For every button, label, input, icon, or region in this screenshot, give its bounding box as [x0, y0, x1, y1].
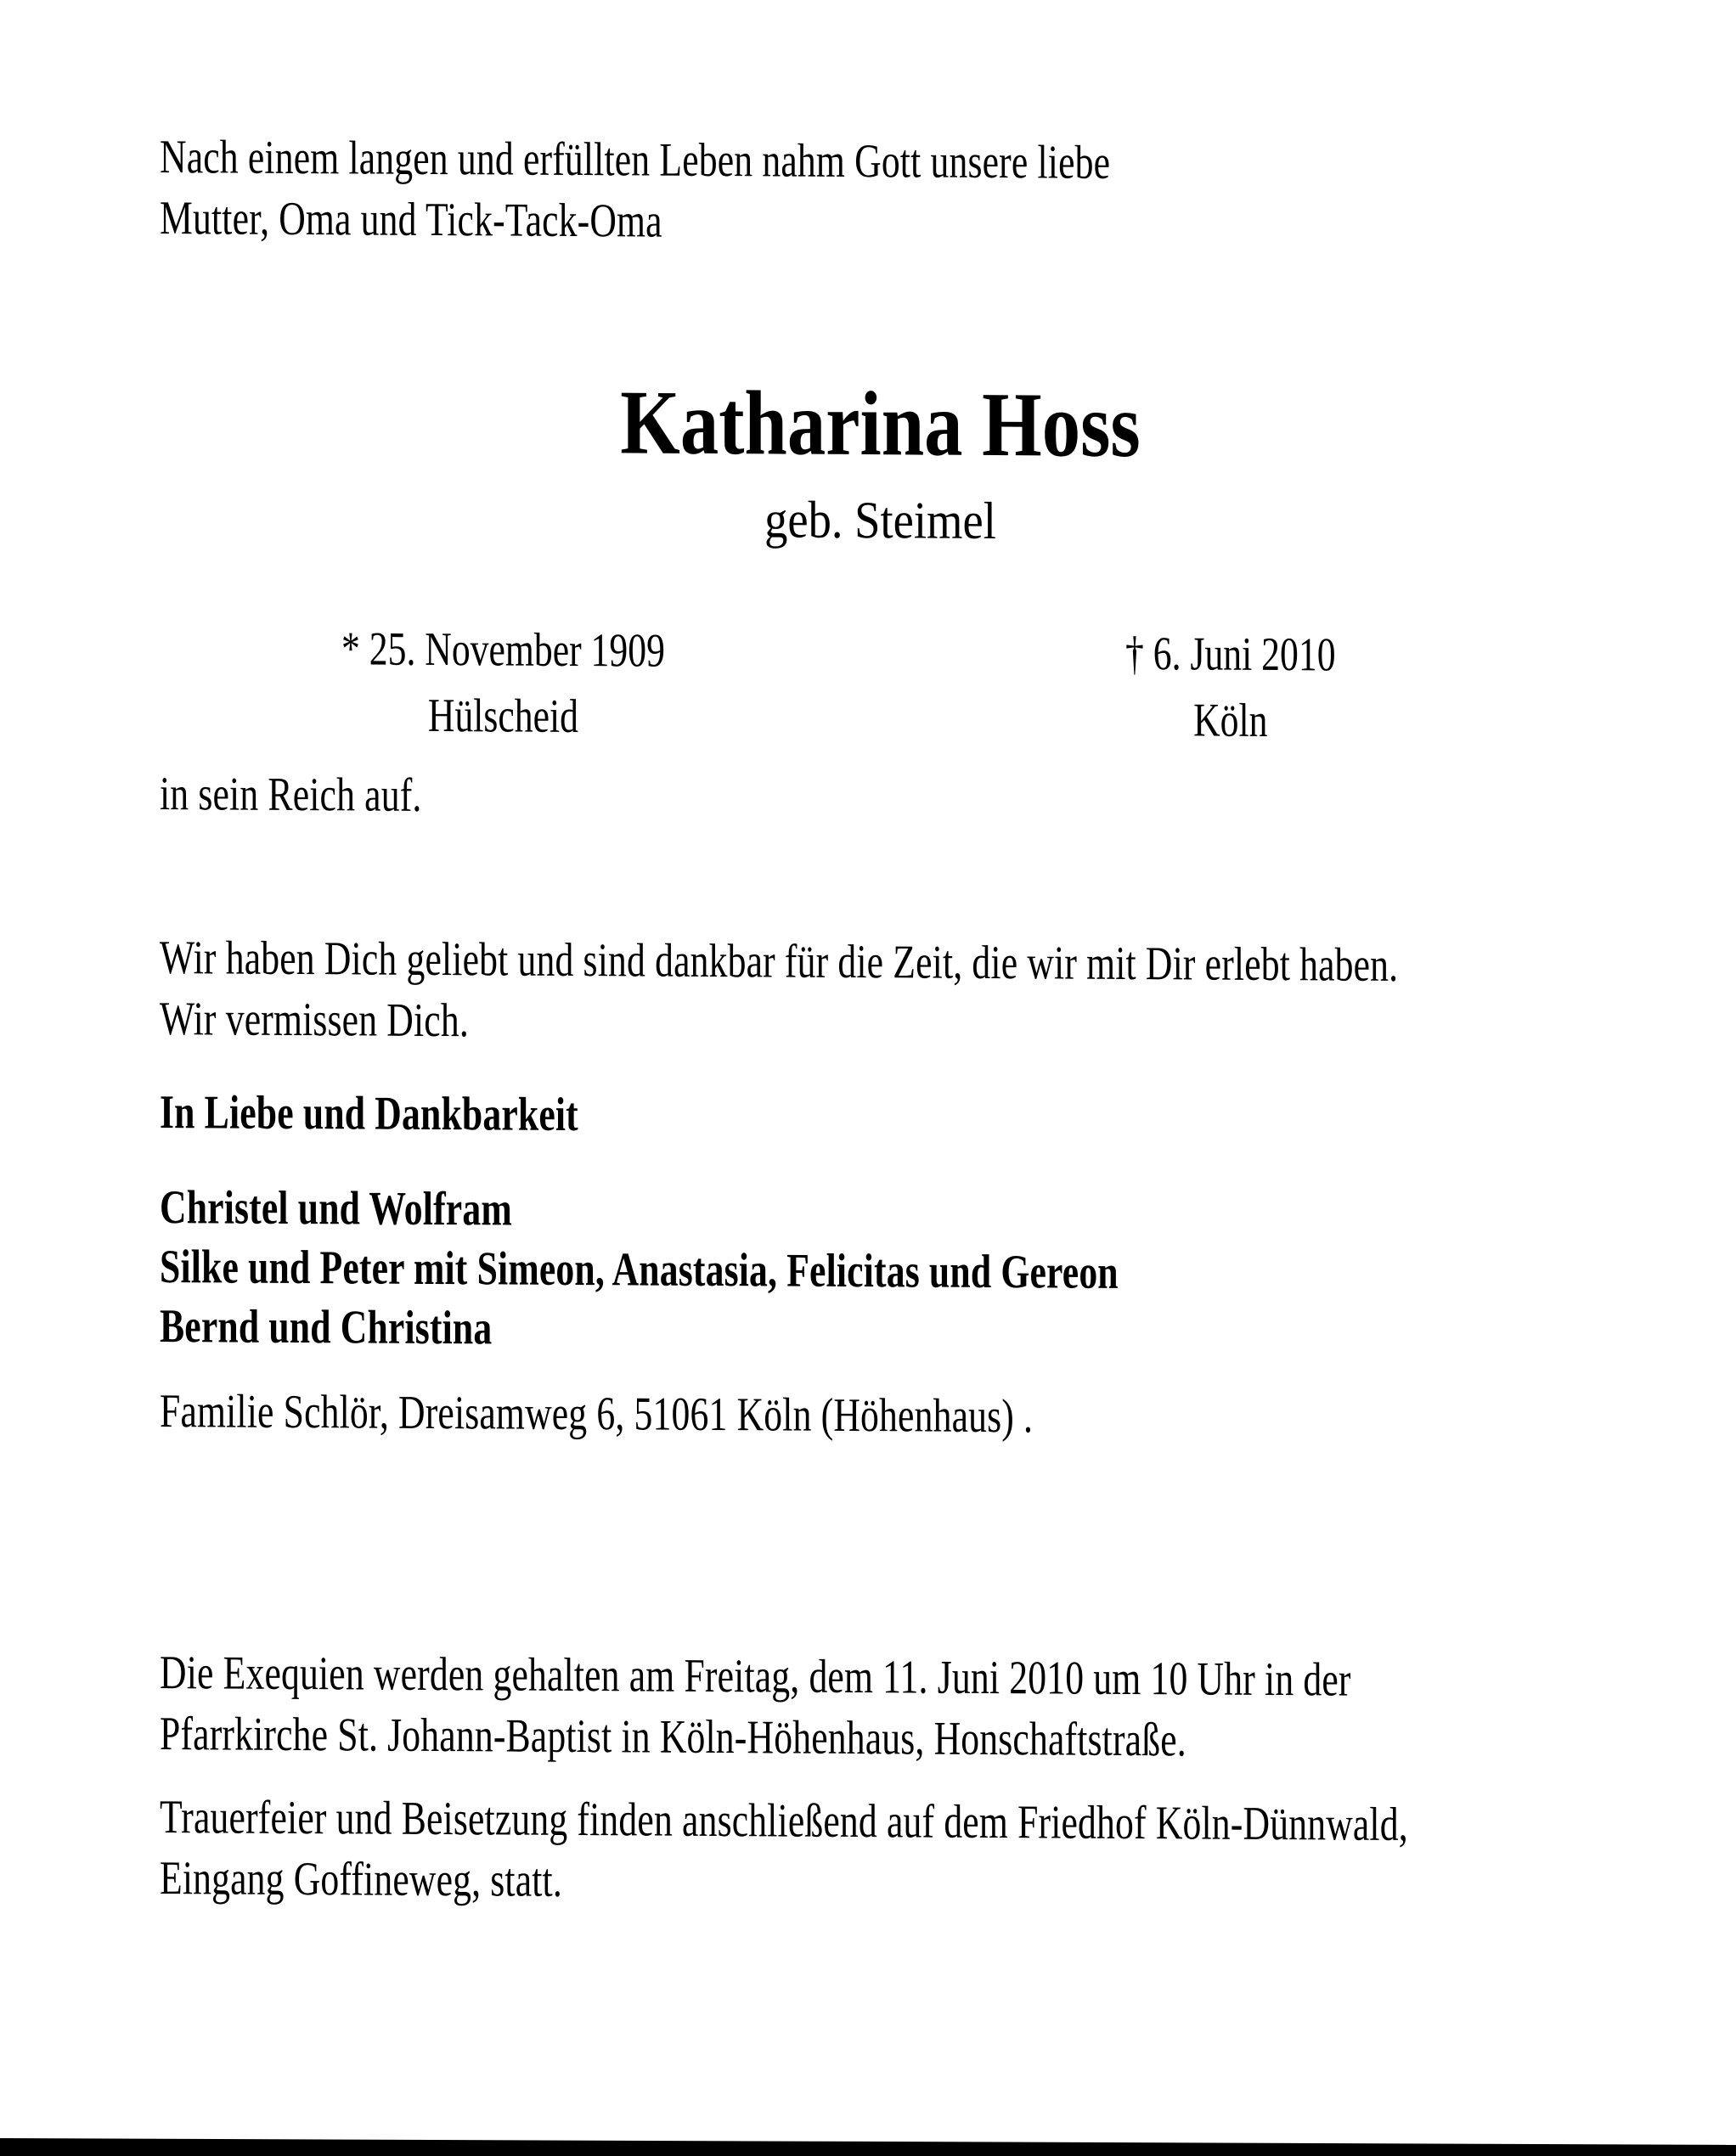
death-details: [1125, 621, 1336, 755]
intro-line-1: Nach einem langen und erfüllten Leben nahm Gott unsere liebe: [160, 131, 1111, 189]
death-date: 6. Juni 2010: [1153, 628, 1336, 682]
service-paragraph: [160, 1642, 1581, 1773]
tribute-line-2: Wir vermissen Dich.: [160, 993, 469, 1048]
birth-date-line: [341, 616, 665, 684]
death-date-line: [1125, 621, 1336, 689]
birth-place: Hülscheid: [427, 689, 579, 744]
tribute-paragraph: [160, 927, 1581, 1058]
intro-line-2: Mutter, Oma und Tick-Tack-Oma: [160, 192, 662, 248]
birth-star-symbol: *: [341, 622, 360, 676]
mourner-line: Christel und Wolfram: [160, 1181, 512, 1236]
contact-address-line: Familie Schlör, Dreisamweg 6, 51061 Köln (Höhenhaus) .: [160, 1385, 1034, 1444]
burial-line-2: Eingang Goffineweg, statt.: [160, 1852, 562, 1907]
scanner-edge-artifact: [0, 2138, 1736, 2156]
death-cross-symbol: †: [1125, 627, 1145, 681]
death-place: Köln: [1193, 694, 1268, 747]
tribute-line-1: Wir haben Dich geliebt und sind dankbar für die Zeit, die wir mit Dir erlebt haben.: [160, 932, 1399, 992]
service-line-1: Die Exequien werden gehalten am Freitag, dem 11. Juni 2010 um 10 Uhr in der: [160, 1647, 1351, 1707]
maiden-name: geb. Steimel: [764, 491, 996, 551]
intro-paragraph: [160, 127, 1581, 257]
mourner-line: Silke und Peter mit Simeon, Anastasia, Felicitas und Gereon: [160, 1241, 1119, 1299]
birth-details: [341, 616, 665, 750]
burial-paragraph: [160, 1787, 1581, 1917]
closing-line: In Liebe und Dankbarkeit: [160, 1086, 578, 1142]
service-line-2: Pfarrkirche St. Johann-Baptist in Köln-Höhenhaus, Honschaftstraße.: [160, 1708, 1186, 1767]
mourner-line: Bernd und Christina: [160, 1300, 493, 1355]
obituary-content: [160, 127, 1581, 1917]
life-dates: [160, 615, 1581, 756]
mourners-list: [160, 1178, 1581, 1365]
deceased-name: Katharina Hoss: [620, 372, 1141, 477]
birth-date: 25. November 1909: [369, 622, 665, 678]
burial-line-1: Trauerfeier und Beisetzung finden anschließend auf dem Friedhof Köln-Dünnwald,: [160, 1791, 1408, 1851]
intro-end-line: in sein Reich auf.: [160, 768, 422, 822]
